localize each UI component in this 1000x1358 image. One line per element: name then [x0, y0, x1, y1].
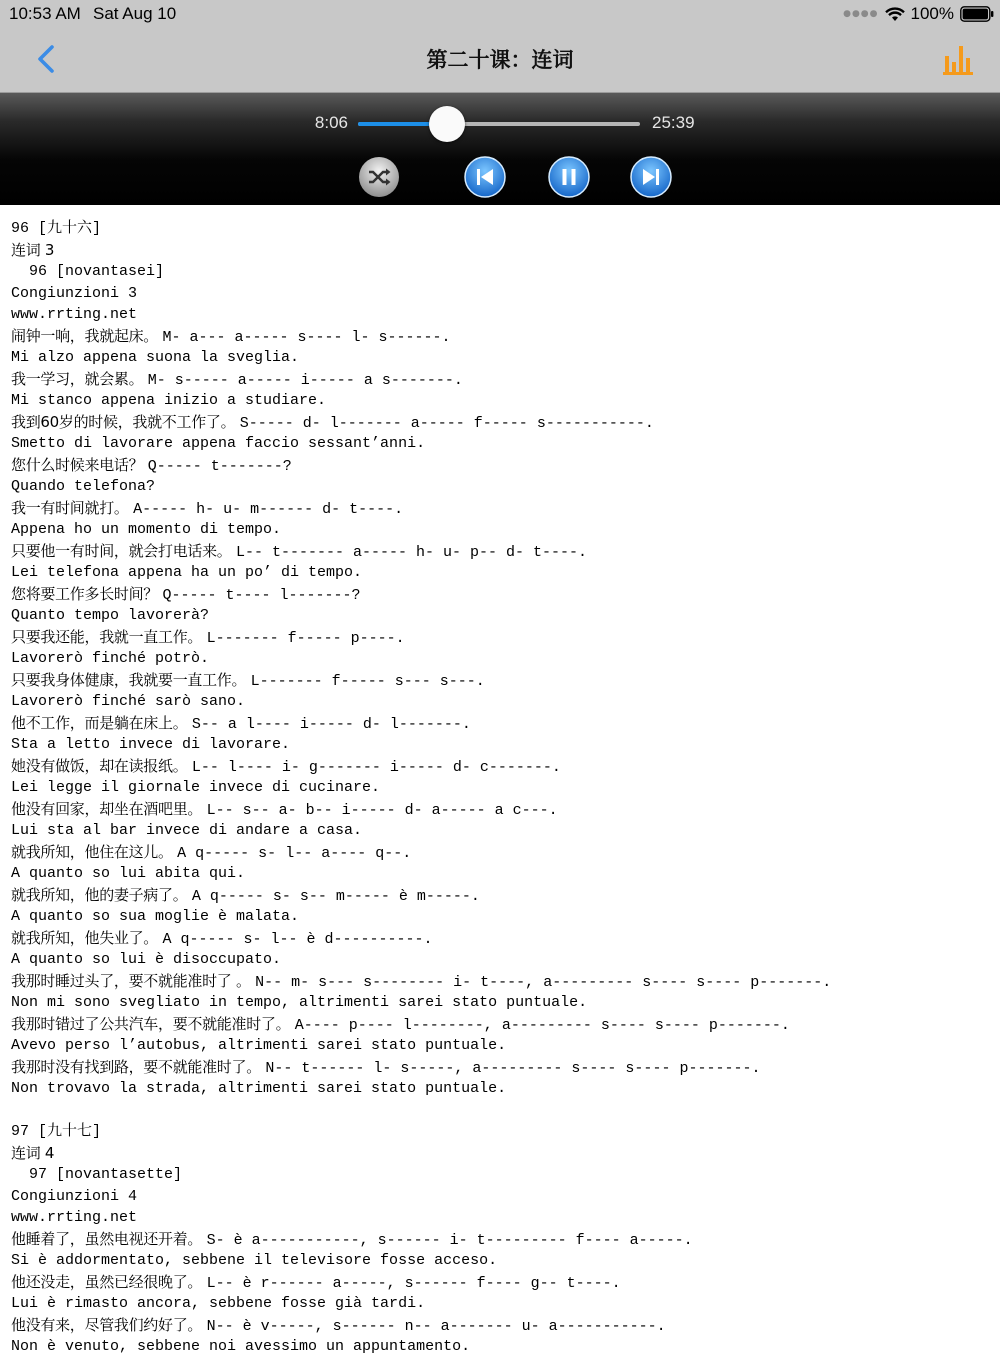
- text-line: Lui è rimasto ancora, sebbene fosse già tardi.: [11, 1295, 426, 1312]
- text-line: [11, 799, 991, 821]
- cloze-hint: A----- h- u- m------ d- t----.: [133, 500, 404, 518]
- cloze-hint: L------- f----- p----.: [206, 629, 405, 647]
- text-line: Lei telefona appena ha un po’ di tempo.: [11, 564, 363, 581]
- skip-forward-icon: [630, 156, 672, 198]
- cloze-hint: A q----- s- s-- m----- è m-----.: [191, 887, 480, 905]
- text-line: Si è addormentato, sebbene il televisore fosse acceso.: [11, 1252, 498, 1269]
- cloze-hint: L-- s-- a- b-- i----- d- a----- a c---.: [206, 801, 558, 819]
- text-line: [11, 885, 991, 907]
- text-line: 96 [novantasei]: [11, 263, 165, 280]
- chinese-sentence: 只要我身体健康，我就要一直工作。: [11, 670, 251, 689]
- text-line: A quanto so lui è disoccupato.: [11, 951, 282, 968]
- cloze-hint: N-- è v-----, s------ n-- a------- u- a-----------.: [206, 1317, 666, 1335]
- text-line: [11, 627, 991, 649]
- text-line: [11, 541, 991, 563]
- bar-chart-icon: [942, 42, 976, 78]
- text-line: Congiunzioni 3: [11, 284, 138, 302]
- cloze-hint: M- a--- a----- s---- l- s------.: [162, 328, 451, 346]
- text-line: Non trovavo la strada, altrimenti sarei stato puntuale.: [11, 1080, 507, 1097]
- battery-icon: [960, 6, 994, 22]
- text-line: Non mi sono svegliato in tempo, altrimenti sarei stato puntuale.: [11, 994, 588, 1011]
- text-line: 97 [九十七]: [11, 1123, 102, 1140]
- battery-percent: 100%: [910, 4, 954, 23]
- slider-thumb[interactable]: [429, 106, 465, 142]
- cloze-hint: L-- è r------ a-----, s------ f---- g-- t----.: [206, 1274, 621, 1292]
- progress-slider[interactable]: [358, 122, 640, 126]
- previous-button[interactable]: [464, 156, 506, 198]
- cloze-hint: N-- t------ l- s-----, a--------- s---- s---- p-------.: [265, 1059, 761, 1077]
- chinese-sentence: 他睡着了，虽然电视还开着。: [11, 1229, 207, 1248]
- text-line: [11, 584, 991, 606]
- chinese-sentence: 他没有回家，却坐在酒吧里。: [11, 799, 207, 818]
- chinese-sentence: 就我所知，他失业了。: [11, 928, 163, 947]
- total-time: 25:39: [652, 113, 695, 132]
- pause-icon: [548, 156, 590, 198]
- text-line: [11, 756, 991, 778]
- text-line: [11, 455, 991, 477]
- text-line: Smetto di lavorare appena faccio sessant’anni.: [11, 435, 426, 452]
- cloze-hint: S-- a l---- i----- d- l-------.: [191, 715, 471, 733]
- text-line: Quanto tempo lavorerà?: [11, 607, 210, 624]
- wifi-icon: [885, 7, 905, 22]
- signal-dots-icon: ●●●●: [843, 9, 879, 19]
- text-line: 连词 3: [11, 240, 55, 259]
- pause-button[interactable]: [548, 156, 590, 198]
- skip-back-icon: [464, 156, 506, 198]
- text-line: Mi alzo appena suona la sveglia.: [11, 349, 300, 366]
- chinese-sentence: 他还没走，虽然已经很晚了。: [11, 1272, 207, 1291]
- next-button[interactable]: [630, 156, 672, 198]
- text-line: Lavorerò finché sarò sano.: [11, 693, 246, 710]
- chinese-sentence: 只要他一有时间，就会打电话来。: [11, 541, 236, 560]
- text-line: Quando telefona?: [11, 478, 156, 495]
- chinese-sentence: 我那时睡过头了，要不就能准时了 。: [11, 971, 256, 990]
- text-line: [11, 498, 991, 520]
- chinese-sentence: 我那时没有找到路，要不就能准时了。: [11, 1057, 266, 1076]
- cloze-hint: Q----- t-------?: [147, 457, 292, 475]
- text-line: [11, 369, 991, 391]
- elapsed-time: 8:06: [314, 113, 348, 132]
- shuffle-icon: [358, 156, 400, 198]
- cloze-hint: A q----- s- l-- è d----------.: [162, 930, 433, 948]
- text-line: [11, 326, 991, 348]
- shuffle-button[interactable]: [358, 156, 400, 198]
- status-indicators: [843, 4, 994, 24]
- chinese-sentence: 只要我还能，我就一直工作。: [11, 627, 207, 646]
- chinese-sentence: 他没有来，尽管我们约好了。: [11, 1315, 207, 1334]
- chinese-sentence: 您什么时候来电话？: [11, 455, 148, 474]
- text-line: [11, 1014, 991, 1036]
- chinese-sentence: 我到60岁的时候，我就不工作了。: [11, 412, 240, 431]
- status-date: Sat Aug 10: [93, 4, 177, 23]
- text-line: [11, 1100, 991, 1122]
- text-line: A quanto so lui abita qui.: [11, 865, 246, 882]
- cloze-hint: A q----- s- l-- a---- q--.: [177, 844, 412, 862]
- page-title: 第二十课：连词: [426, 48, 574, 72]
- text-line: Lavorerò finché potrò.: [11, 650, 210, 667]
- text-line: [11, 1057, 991, 1079]
- cloze-hint: L-- l---- i- g------- i----- d- c-------.: [191, 758, 561, 776]
- text-line: Sta a letto invece di lavorare.: [11, 736, 291, 753]
- cloze-hint: M- s----- a----- i----- a s-------.: [147, 371, 463, 389]
- cloze-hint: A---- p---- l--------, a--------- s---- s---- p-------.: [294, 1016, 790, 1034]
- text-line: [11, 670, 991, 692]
- text-line: www.rrting.net: [11, 1209, 138, 1226]
- text-line: 连词 4: [11, 1143, 55, 1162]
- nav-bar: [0, 28, 1000, 93]
- stats-button[interactable]: [942, 42, 976, 78]
- status-time: 10:53 AM: [9, 4, 81, 23]
- text-line: A quanto so sua moglie è malata.: [11, 908, 300, 925]
- chinese-sentence: 就我所知，他住在这儿。: [11, 842, 178, 861]
- chinese-sentence: 她没有做饭，却在读报纸。: [11, 756, 192, 775]
- lesson-text: [11, 218, 991, 1358]
- cloze-hint: N-- m- s--- s-------- i- t----, a--------- s---- s---- p-------.: [255, 973, 832, 991]
- text-line: Lei legge il giornale invece di cucinare.: [11, 779, 381, 796]
- text-line: Avevo perso l’autobus, altrimenti sarei stato puntuale.: [11, 1037, 507, 1054]
- text-line: Appena ho un momento di tempo.: [11, 521, 282, 538]
- text-line: [11, 971, 991, 993]
- text-line: Mi stanco appena inizio a studiare.: [11, 392, 327, 409]
- cloze-hint: S- è a-----------, s------ i- t--------- f---- a-----.: [206, 1231, 693, 1249]
- chinese-sentence: 我一学习，就会累。: [11, 369, 148, 388]
- text-line: www.rrting.net: [11, 306, 138, 323]
- cloze-hint: S----- d- l------- a----- f----- s-----------.: [239, 414, 654, 432]
- chinese-sentence: 您将要工作多长时间？: [11, 584, 163, 603]
- text-line: Non è venuto, sebbene noi avessimo un appuntamento.: [11, 1338, 471, 1355]
- text-line: Lui sta al bar invece di andare a casa.: [11, 822, 363, 839]
- text-line: [11, 1272, 991, 1294]
- text-line: [11, 928, 991, 950]
- status-bar: [0, 0, 1000, 28]
- text-line: [11, 842, 991, 864]
- chinese-sentence: 闹钟一响，我就起床。: [11, 326, 163, 345]
- text-line: [11, 1315, 991, 1337]
- audio-player: [0, 93, 1000, 205]
- text-line: 96 [九十六]: [11, 220, 102, 237]
- cloze-hint: L------- f----- s--- s---.: [250, 672, 485, 690]
- cloze-hint: Q----- t---- l-------?: [162, 586, 361, 604]
- text-line: [11, 713, 991, 735]
- text-line: [11, 412, 991, 434]
- chinese-sentence: 就我所知，他的妻子病了。: [11, 885, 192, 904]
- text-line: Congiunzioni 4: [11, 1187, 138, 1205]
- chinese-sentence: 我一有时间就打。: [11, 498, 134, 517]
- chinese-sentence: 他不工作，而是躺在床上。: [11, 713, 192, 732]
- text-line: [11, 1229, 991, 1251]
- chinese-sentence: 我那时错过了公共汽车，要不就能准时了。: [11, 1014, 295, 1033]
- cloze-hint: L-- t------- a----- h- u- p-- d- t----.: [235, 543, 588, 561]
- text-line: 97 [novantasette]: [11, 1166, 183, 1183]
